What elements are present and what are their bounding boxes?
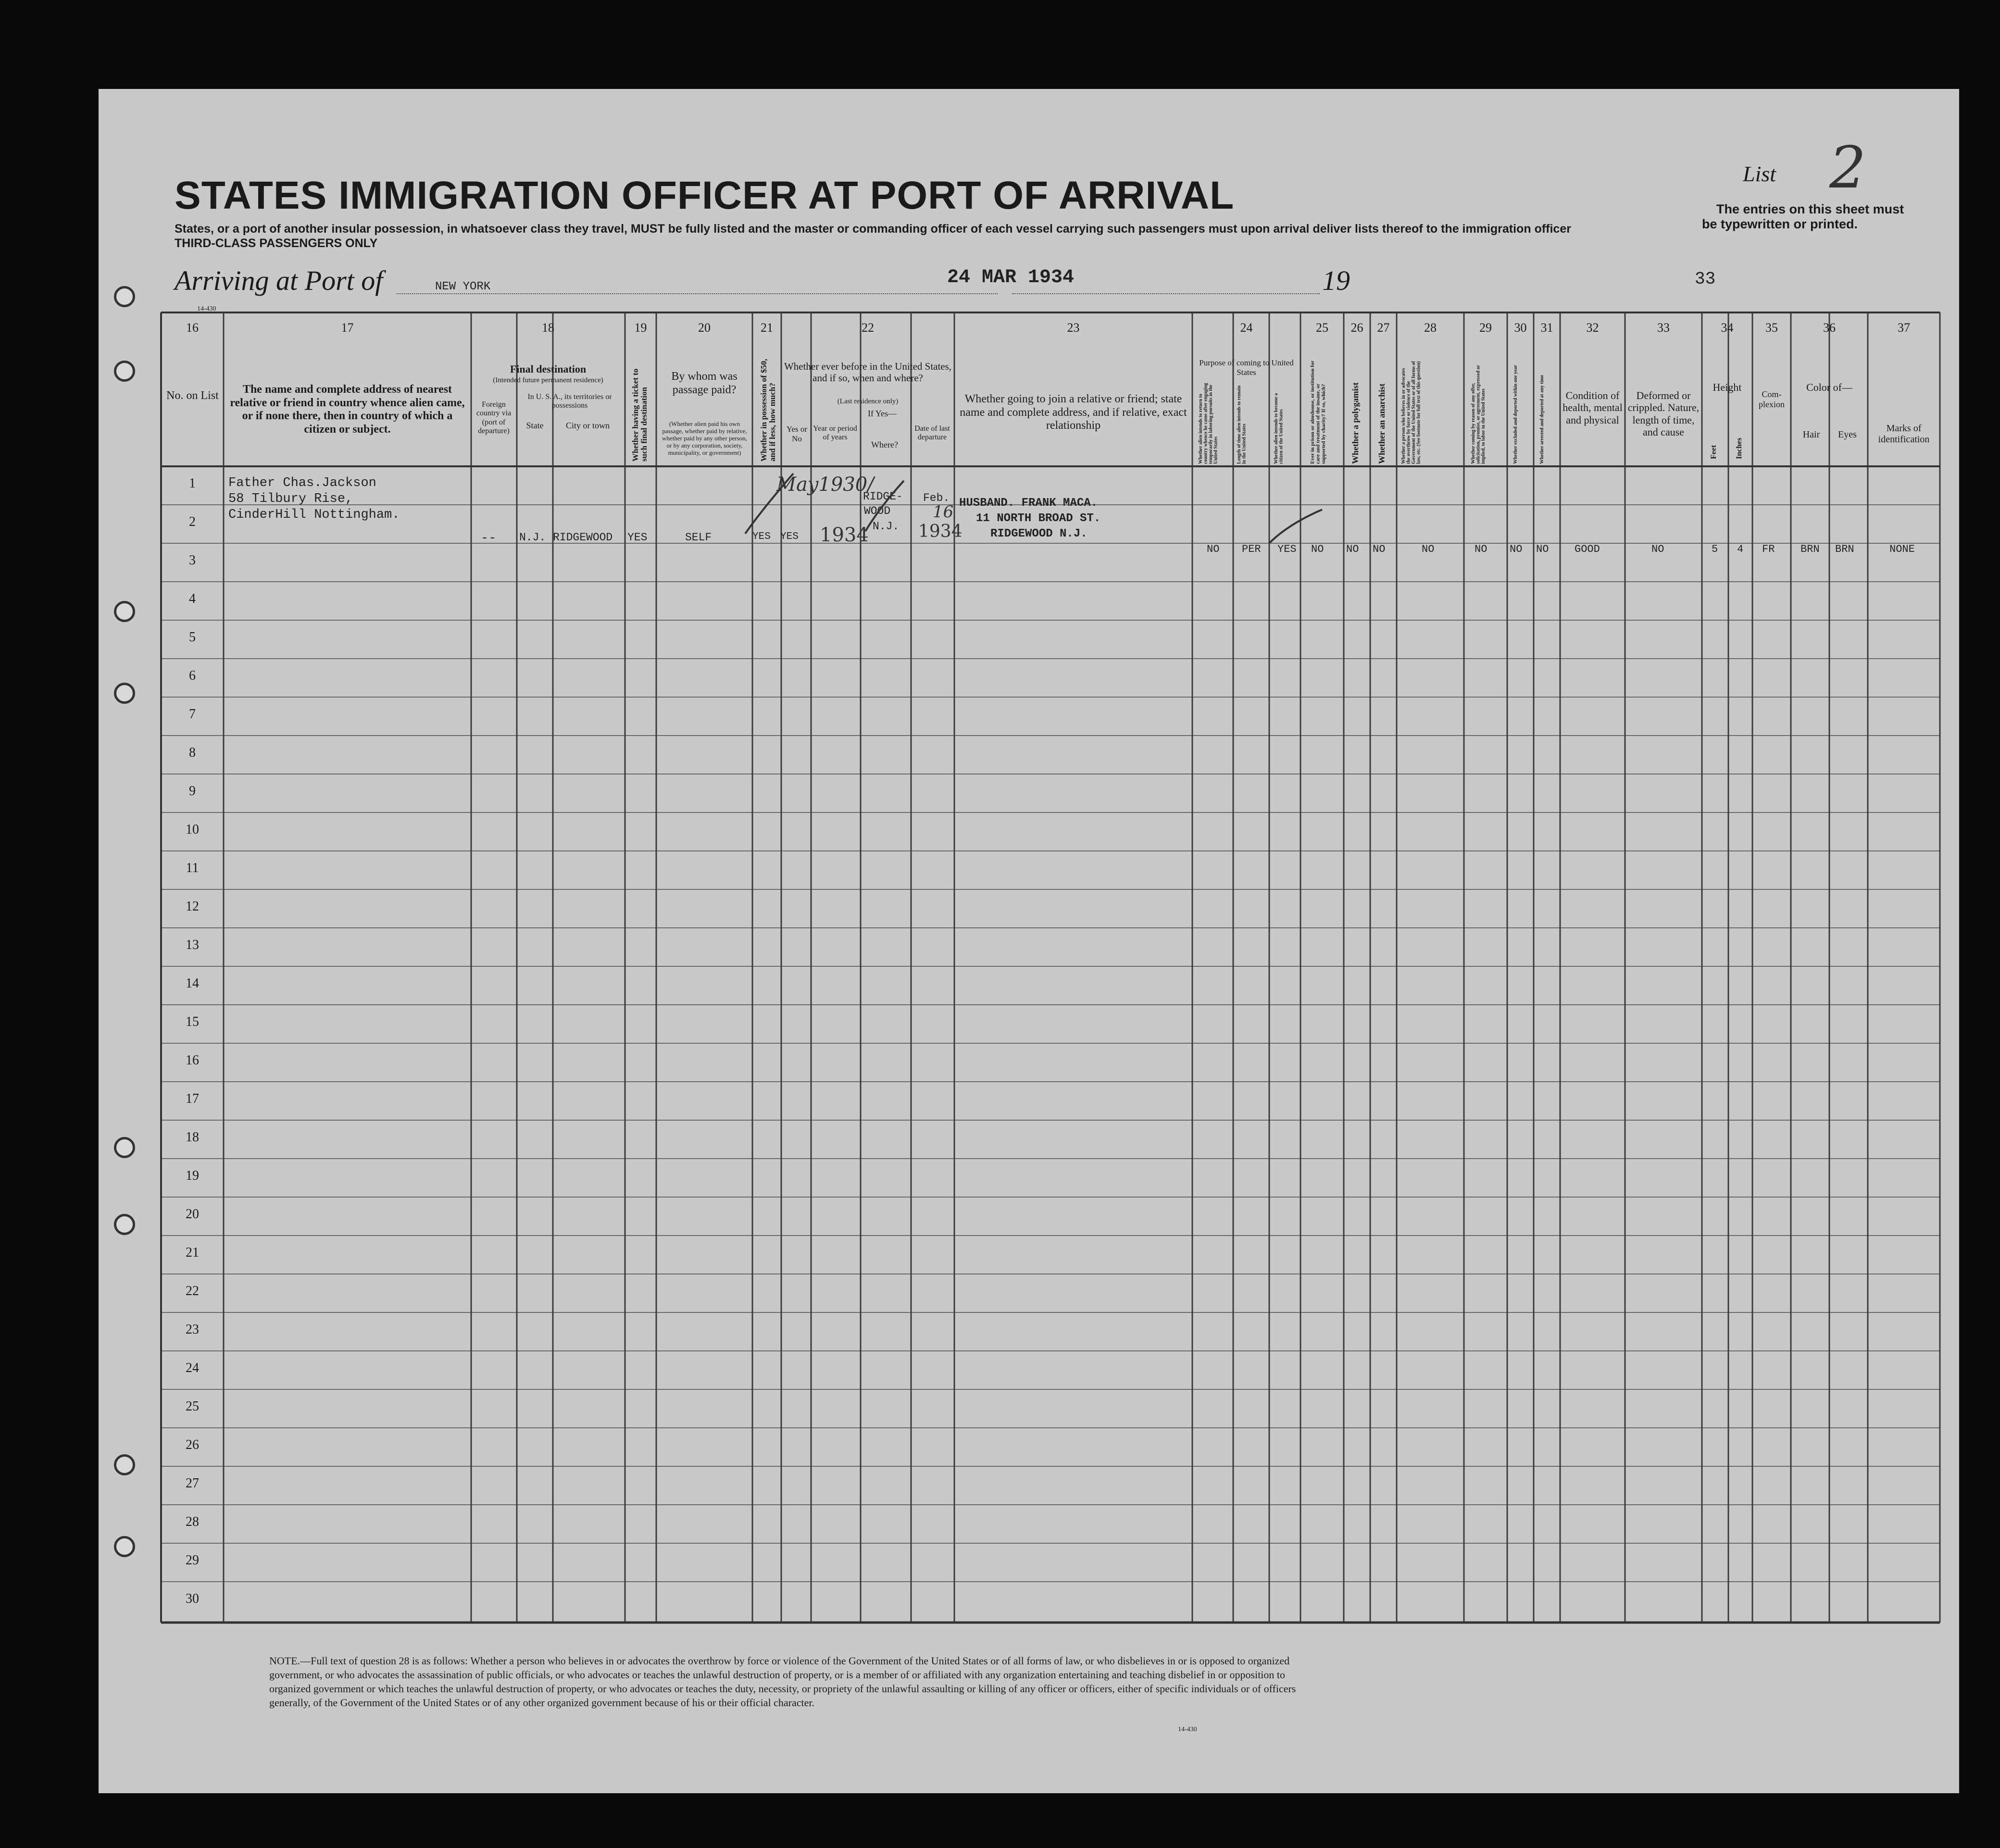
footnote: NOTE.—Full text of question 28 is as follows: Whether a person who believes in or advocates the overthrow by force or violence of the Government of the United States or of all forms of law, or who disbelieves in or is opposed to organized government, or who advocates the assassination of public officials, or who advocates or teaches the unlawful destruction of property, or is a member of or affiliated with any organization entertaining and teaching disbelief in or opposition to organized government or which teaches the unlawful destruction of property, or who advocates or teaches the duty, necessity, or propriety of the unlawful assaulting or killing of any officer or officers, either of specific individuals or of officers generally, of the Government of the United States or of any other organized government because of his or their official character.	[269, 1655, 1296, 1709]
year-prefix: 19	[1322, 265, 1350, 296]
relative-line-2: 58 Tilbury Rise,	[228, 492, 353, 506]
hdr-arrested: Whether arrested and deported at any time	[1539, 375, 1545, 464]
row-number: 15	[186, 1014, 199, 1029]
relative-line-1: Father Chas.Jackson	[228, 476, 376, 490]
row-number: 21	[186, 1245, 199, 1260]
relative-line-3: CinderHill Nottingham.	[228, 508, 400, 522]
port-line	[397, 293, 998, 294]
hdr-complexion: Com-plexion	[1759, 389, 1785, 409]
hdr-anarchist: Whether an anarchist	[1377, 383, 1387, 464]
hdr-feet: Feet	[1710, 445, 1718, 459]
row-number: 30	[186, 1591, 199, 1606]
col-num-35: 35	[1765, 321, 1778, 335]
col-num-19: 19	[634, 321, 647, 335]
footer-form-number: 14-430	[1178, 1726, 1197, 1733]
col-num-18: 18	[542, 321, 554, 335]
col-num-24: 24	[1240, 321, 1253, 335]
row-number: 24	[186, 1361, 199, 1375]
health-value: GOOD	[1575, 543, 1600, 555]
money-value: YES	[752, 531, 771, 542]
marks-value: NONE	[1889, 543, 1915, 555]
row-number: 20	[186, 1207, 199, 1222]
overthrow-value: NO	[1422, 543, 1435, 555]
hdr-height: Height	[1712, 381, 1742, 393]
hdr-color: Color of—	[1806, 381, 1852, 393]
row-number: 16	[186, 1053, 199, 1068]
col-num-25: 25	[1316, 321, 1328, 335]
row-number: 14	[186, 976, 199, 991]
row-number: 7	[189, 707, 196, 722]
hdr-city: City or town	[565, 421, 610, 430]
hair-value: BRN	[1800, 543, 1820, 555]
departure-year: 1934	[918, 522, 962, 541]
year-handwritten: May1930/	[776, 474, 874, 496]
binder-hole	[114, 601, 135, 622]
checkmark-icon	[1267, 507, 1325, 546]
col-num-31: 31	[1540, 321, 1553, 335]
row-number: 8	[189, 745, 196, 760]
binder-hole	[114, 1536, 135, 1557]
col-num-23: 23	[1067, 321, 1080, 335]
binder-hole	[114, 683, 135, 704]
col-num-21: 21	[761, 321, 773, 335]
instruction-line-2: be typewritten or printed.	[1702, 217, 1858, 231]
hdr-passage-paid: By whom was passage paid?	[671, 370, 738, 396]
hdr-prison: Ever in prison or almshouse, or institution for care and treatment of the insane, or supported by charity? If so, which?	[1310, 361, 1327, 464]
col-num-17: 17	[341, 321, 354, 335]
form-title: STATES IMMIGRATION OFFICER AT PORT OF ARRIVAL	[175, 174, 1235, 217]
hdr-relative: The name and complete address of nearest relative or friend in country whence alien came, or if none there, then in country of which a citizen or subject.	[230, 383, 465, 436]
manifest-sheet	[99, 89, 1959, 1793]
where-line-2: WOOD	[864, 505, 891, 517]
length-stay-value: PER	[1242, 543, 1261, 555]
dest-state: N.J.	[519, 531, 546, 544]
row-number: 28	[186, 1514, 199, 1529]
hdr-no-on-list: No. on List	[166, 389, 219, 402]
join-line-2: 11 NORTH BROAD ST.	[976, 512, 1101, 525]
prison-value: NO	[1311, 543, 1324, 555]
hdr-return-intent: Whether alien intends to return to country whence he came after engaging temporarily in laboring pursuits in the United States	[1198, 383, 1219, 464]
row-number: 2	[189, 514, 196, 529]
col-num-16: 16	[186, 321, 199, 335]
hdr-before-note: (Last residence only)	[837, 398, 899, 405]
col-num-32: 32	[1586, 321, 1599, 335]
hdr-last-departure: Date of last departure	[914, 425, 950, 442]
col-num-37: 37	[1898, 321, 1910, 335]
hdr-length-of-stay: Length of time alien intends to remain in the United States	[1237, 385, 1247, 464]
hdr-usa: In U. S. A., its territories or possessions	[527, 393, 612, 410]
foreign-country: --	[481, 531, 497, 546]
dest-city: RIDGEWOOD	[553, 531, 613, 544]
binder-hole	[114, 1214, 135, 1235]
col-num-20: 20	[698, 321, 711, 335]
hdr-marks: Marks of identification	[1878, 423, 1930, 445]
date-stamp: 24 MAR 1934	[947, 267, 1075, 288]
col-num-36: 36	[1823, 321, 1836, 335]
hdr-final-destination: Final destination	[510, 363, 587, 375]
hdr-ticket: Whether having a ticket to such final destination	[631, 368, 649, 462]
row-number: 5	[189, 630, 196, 645]
date-line	[1012, 293, 1320, 294]
row-number: 23	[186, 1322, 199, 1337]
hdr-join-relative: Whether going to join a relative or friend; state name and complete address, and if relative, exact relationship	[960, 393, 1187, 432]
anarchist-value: NO	[1373, 543, 1386, 555]
hdr-if-yes: If Yes—	[867, 409, 897, 418]
col-num-30: 30	[1514, 321, 1527, 335]
hdr-money: Whether in possession of $50, and if less, how much?	[759, 359, 777, 462]
col-num-22: 22	[862, 321, 874, 335]
hdr-labor-offer: Whether coming by reason of any offer, solicitation, promise, or agreement, expressed or implied, to labor in the United States	[1471, 365, 1486, 464]
col-num-26: 26	[1350, 321, 1363, 335]
hdr-before-in-us: Whether ever before in the United States, and if so, when and where?	[784, 361, 952, 384]
where-line-1: RIDGE-	[863, 490, 903, 503]
list-number: 2	[1829, 135, 1866, 201]
labor-offer-value: NO	[1475, 543, 1488, 555]
ruled-grid	[99, 89, 1959, 1793]
binder-hole	[114, 361, 135, 382]
hdr-year-period: Year or period of years	[813, 425, 857, 442]
hdr-passage-paid-note: (Whether alien paid his own passage, whether paid by relative, whether paid by any other person, or by any corporation, society, municipality, or government)	[662, 420, 747, 456]
hdr-health: Condition of health, mental and physical	[1562, 389, 1623, 426]
port-value: NEW YORK	[435, 280, 491, 293]
passage-paid-value: SELF	[685, 531, 712, 544]
row-number: 4	[189, 591, 196, 606]
excluded-value: NO	[1510, 543, 1523, 555]
binder-hole	[114, 1137, 135, 1158]
return-intent-value: NO	[1207, 543, 1220, 555]
row-number: 26	[186, 1437, 199, 1452]
complexion-value: FR	[1762, 543, 1775, 555]
binder-hole	[114, 286, 135, 307]
hdr-excluded: Whether excluded and deported within one year	[1513, 365, 1518, 464]
row-number: 25	[186, 1399, 199, 1414]
hdr-final-destination-note: (Intended future permanent residence)	[493, 376, 603, 384]
row-number: 29	[186, 1553, 199, 1568]
hdr-inches: Inches	[1735, 437, 1743, 459]
col-num-33: 33	[1657, 321, 1670, 335]
citizen-value: YES	[1277, 543, 1297, 555]
row-number: 10	[186, 822, 199, 837]
arriving-label: Arriving at Port of	[175, 265, 383, 296]
passenger-class: THIRD-CLASS PASSENGERS ONLY	[175, 237, 378, 250]
where-line-3: N.J.	[873, 520, 900, 533]
hdr-overthrow: Whether a person who believes in or advocates the overthrow by force or violence of the Government of the United States or of all forms of law, etc. (See footnote for full text of this question)	[1401, 361, 1422, 464]
arrested-value: NO	[1536, 543, 1549, 555]
checkmark-icon	[743, 471, 796, 538]
col-num-28: 28	[1424, 321, 1437, 335]
hdr-state: State	[526, 421, 544, 430]
eyes-value: BRN	[1835, 543, 1854, 555]
hdr-polygamist: Whether a polygamist	[1350, 382, 1360, 464]
col-num-29: 29	[1479, 321, 1492, 335]
year-suffix: 33	[1695, 269, 1716, 289]
hdr-purpose: Purpose of coming to United States	[1199, 358, 1294, 377]
hdr-before-yes-no: Yes or No	[786, 425, 808, 443]
hdr-become-citizen: Whether alien intends to become a citizen of the United States	[1274, 393, 1284, 464]
col-num-34: 34	[1721, 321, 1734, 335]
list-label: List	[1743, 162, 1776, 186]
row-number: 9	[189, 784, 196, 799]
join-line-3: RIDGEWOOD N.J.	[990, 527, 1088, 540]
feet-value: 5	[1712, 543, 1718, 555]
row-number: 11	[186, 861, 199, 875]
row-number: 13	[186, 937, 199, 952]
deformed-value: NO	[1651, 543, 1664, 555]
hdr-where: Where?	[871, 440, 898, 450]
row-number: 3	[189, 553, 196, 568]
join-line-1: HUSBAND. FRANK MACA.	[959, 497, 1098, 510]
row-number: 12	[186, 899, 199, 914]
col-num-27: 27	[1377, 321, 1390, 335]
hdr-deformed: Deformed or crippled. Nature, length of time, and cause	[1627, 389, 1700, 438]
form-subtitle: States, or a port of another insular possession, in whatsoever class they travel, MUST be fully listed and the master or commanding officer of each vessel carrying such passengers must upon arrival deliver lists thereof to the immigration officer	[175, 222, 1571, 236]
row-number: 19	[186, 1168, 199, 1183]
row-number: 22	[186, 1284, 199, 1299]
form-number: 14-430	[197, 305, 216, 312]
hdr-foreign-country: Foreign country via (port of departure)	[476, 400, 512, 436]
polygamist-value: NO	[1346, 543, 1359, 555]
checkmark-icon	[863, 478, 906, 536]
inches-value: 4	[1737, 543, 1744, 555]
row-number: 17	[186, 1091, 199, 1106]
instruction-line-1: The entries on this sheet must	[1716, 202, 1904, 216]
binder-hole	[114, 1454, 135, 1475]
row-number: 6	[189, 668, 196, 683]
departure-day: 16	[933, 502, 954, 522]
hdr-eyes: Eyes	[1838, 429, 1857, 440]
year-typed: 1934	[820, 524, 869, 546]
before-yes-value: YES	[780, 531, 799, 542]
row-number: 27	[186, 1476, 199, 1491]
row-number: 1	[189, 476, 196, 491]
departure-month: Feb.	[923, 492, 950, 504]
ticket-value: YES	[627, 531, 648, 544]
hdr-hair: Hair	[1802, 429, 1820, 440]
row-number: 18	[186, 1130, 199, 1145]
